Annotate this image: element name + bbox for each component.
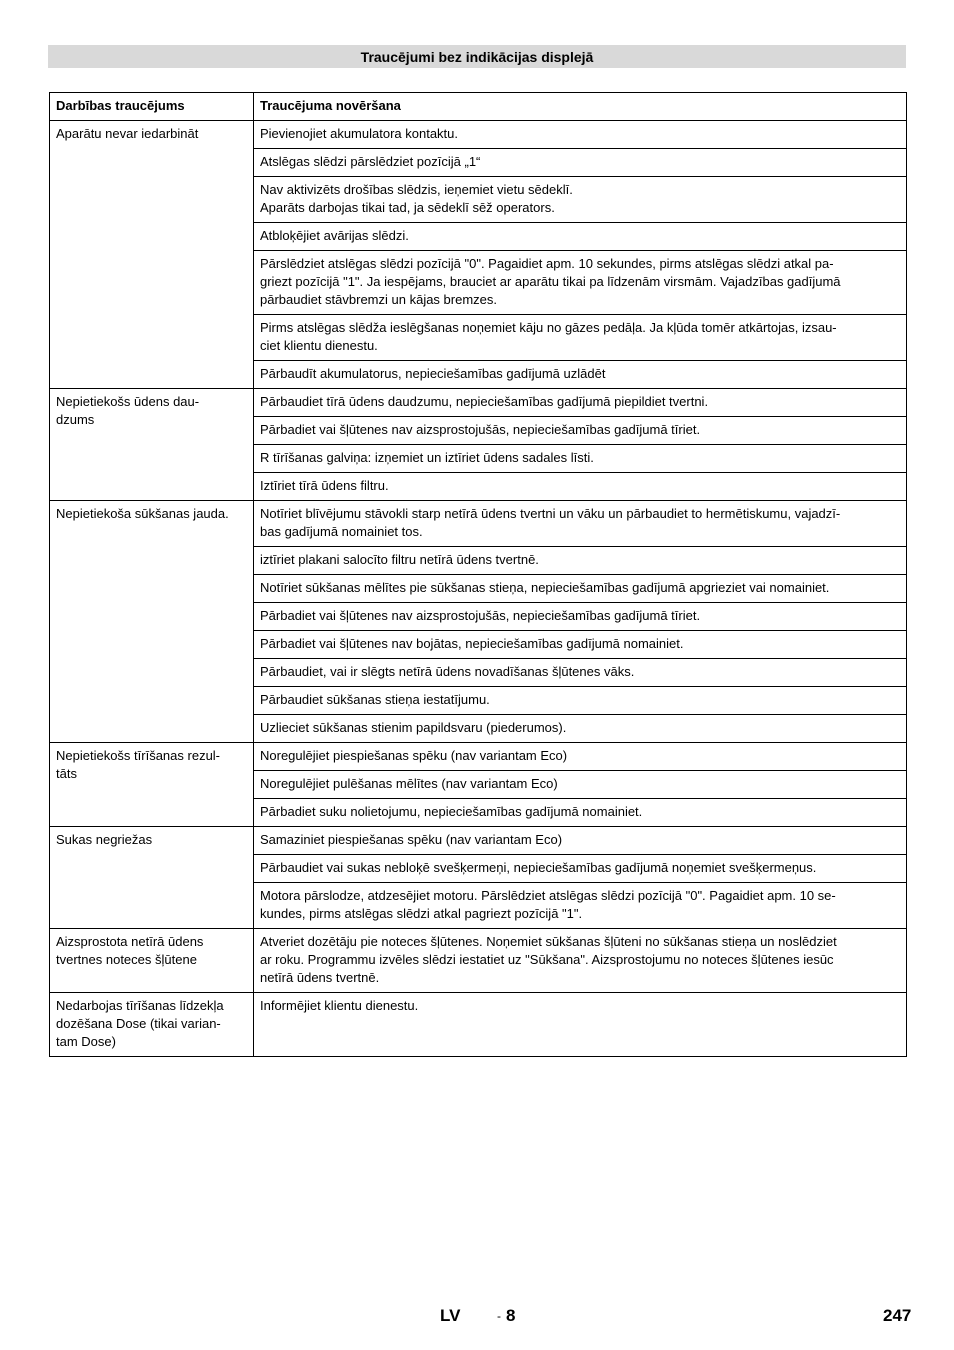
remedy-cell: Nav aktivizēts drošības slēdzis, ieņemiet vietu sēdeklī. Aparāts darbojas tikai tad, ja sēdeklī sēž operators.: [254, 177, 907, 223]
remedy-cell: Samaziniet piespiešanas spēku (nav variantam Eco): [254, 827, 907, 855]
remedy-cell: Iztīriet tīrā ūdens filtru.: [254, 473, 907, 501]
remedy-cell: Informējiet klientu dienestu.: [254, 993, 907, 1057]
troubleshooting-table: [49, 92, 907, 1057]
remedy-cell: Pārbadiet vai šļūtenes nav aizsprostojušās, nepieciešamības gadījumā tīriet.: [254, 417, 907, 445]
table-row: [50, 389, 907, 417]
remedy-cell: Notīriet blīvējumu stāvokli starp netīrā ūdens tvertni un vāku un pārbaudiet to hermētiskumu, vajadzī- bas gadījumā nomainiet tos.: [254, 501, 907, 547]
table-row: [50, 121, 907, 149]
remedy-cell: Pārbadiet suku nolietojumu, nepieciešamības gadījumā nomainiet.: [254, 799, 907, 827]
remedy-cell: Pārbaudiet tīrā ūdens daudzumu, nepieciešamības gadījumā piepildiet tvertni.: [254, 389, 907, 417]
table-row: [50, 501, 907, 547]
fault-cell: Nepietiekošs tīrīšanas rezul- tāts: [50, 743, 254, 827]
remedy-cell: Noregulējiet pulēšanas mēlītes (nav variantam Eco): [254, 771, 907, 799]
table-row: [50, 993, 907, 1057]
table-row: [50, 929, 907, 993]
fault-cell: Aizsprostota netīrā ūdens tvertnes noteces šļūtene: [50, 929, 254, 993]
footer-language: LV: [440, 1306, 461, 1325]
fault-cell: Aparātu nevar iedarbināt: [50, 121, 254, 389]
footer-dash: -: [497, 1309, 501, 1323]
footer-sub-page: 8: [506, 1306, 516, 1325]
remedy-cell: R tīrīšanas galviņa: izņemiet un iztīriet ūdens sadales līsti.: [254, 445, 907, 473]
section-title: Traucējumi bez indikācijas displejā: [48, 45, 906, 68]
table-row: [50, 743, 907, 771]
table-row: [50, 827, 907, 855]
remedy-cell: Pārbaudiet, vai ir slēgts netīrā ūdens novadīšanas šļūtenes vāks.: [254, 659, 907, 687]
remedy-cell: Pievienojiet akumulatora kontaktu.: [254, 121, 907, 149]
remedy-cell: Atslēgas slēdzi pārslēdziet pozīcijā „1“: [254, 149, 907, 177]
remedy-cell: Pārbadiet vai šļūtenes nav aizsprostojušās, nepieciešamības gadījumā tīriet.: [254, 603, 907, 631]
remedy-cell: Atbloķējiet avārijas slēdzi.: [254, 223, 907, 251]
header-remedy: Traucējuma novēršana: [254, 93, 907, 121]
remedy-cell: Pārbaudīt akumulatorus, nepieciešamības gadījumā uzlādēt: [254, 361, 907, 389]
fault-cell: Nepietiekošs ūdens dau- dzums: [50, 389, 254, 501]
remedy-cell: Uzlieciet sūkšanas stienim papildsvaru (piederumos).: [254, 715, 907, 743]
remedy-cell: Pārbaudiet sūkšanas stieņa iestatījumu.: [254, 687, 907, 715]
remedy-cell: Pārbaudiet vai sukas nebloķē svešķermeņi, nepieciešamības gadījumā noņemiet svešķermeņus.: [254, 855, 907, 883]
remedy-cell: Noregulējiet piespiešanas spēku (nav variantam Eco): [254, 743, 907, 771]
remedy-cell: Pārbadiet vai šļūtenes nav bojātas, nepieciešamības gadījumā nomainiet.: [254, 631, 907, 659]
remedy-cell: Pirms atslēgas slēdža ieslēgšanas noņemiet kāju no gāzes pedāļa. Ja kļūda tomēr atkārtojas, izsau- ciet klientu dienestu.: [254, 315, 907, 361]
fault-cell: Nepietiekoša sūkšanas jauda.: [50, 501, 254, 743]
fault-cell: Sukas negriežas: [50, 827, 254, 929]
table-header-row: [50, 93, 907, 121]
header-fault: Darbības traucējums: [50, 93, 254, 121]
fault-cell: Nedarbojas tīrīšanas līdzekļa dozēšana Dose (tikai varian- tam Dose): [50, 993, 254, 1057]
remedy-cell: Notīriet sūkšanas mēlītes pie sūkšanas stieņa, nepieciešamības gadījumā apgrieziet vai nomainiet.: [254, 575, 907, 603]
table-body: [50, 121, 907, 1057]
remedy-cell: Pārslēdziet atslēgas slēdzi pozīcijā "0". Pagaidiet apm. 10 sekundes, pirms atslēgas slēdzi atkal pa- griezt pozīcijā "1". Ja iespējams, brauciet ar aparātu tikai pa līdzenām virsmām. Vajadzības gadījumā pārbaudiet stāvbremzi un kājas bremzes.: [254, 251, 907, 315]
remedy-cell: iztīriet plakani salocīto filtru netīrā ūdens tvertnē.: [254, 547, 907, 575]
remedy-cell: Atveriet dozētāju pie noteces šļūtenes. Noņemiet sūkšanas šļūteni no sūkšanas stieņa un noslēdziet ar roku. Programmu izvēles slēdzi iestatiet uz "Sūkšana". Aizsprostojumu no noteces šļūtenes iesūc netīrā ūdens tvertnē.: [254, 929, 907, 993]
remedy-cell: Motora pārslodze, atdzesējiet motoru. Pārslēdziet atslēgas slēdzi pozīcijā "0". Pagaidiet apm. 10 se- kundes, pirms atslēgas slēdzi atkal pagriezt pozīcijā "1".: [254, 883, 907, 929]
footer-page-number: 247: [883, 1306, 912, 1325]
